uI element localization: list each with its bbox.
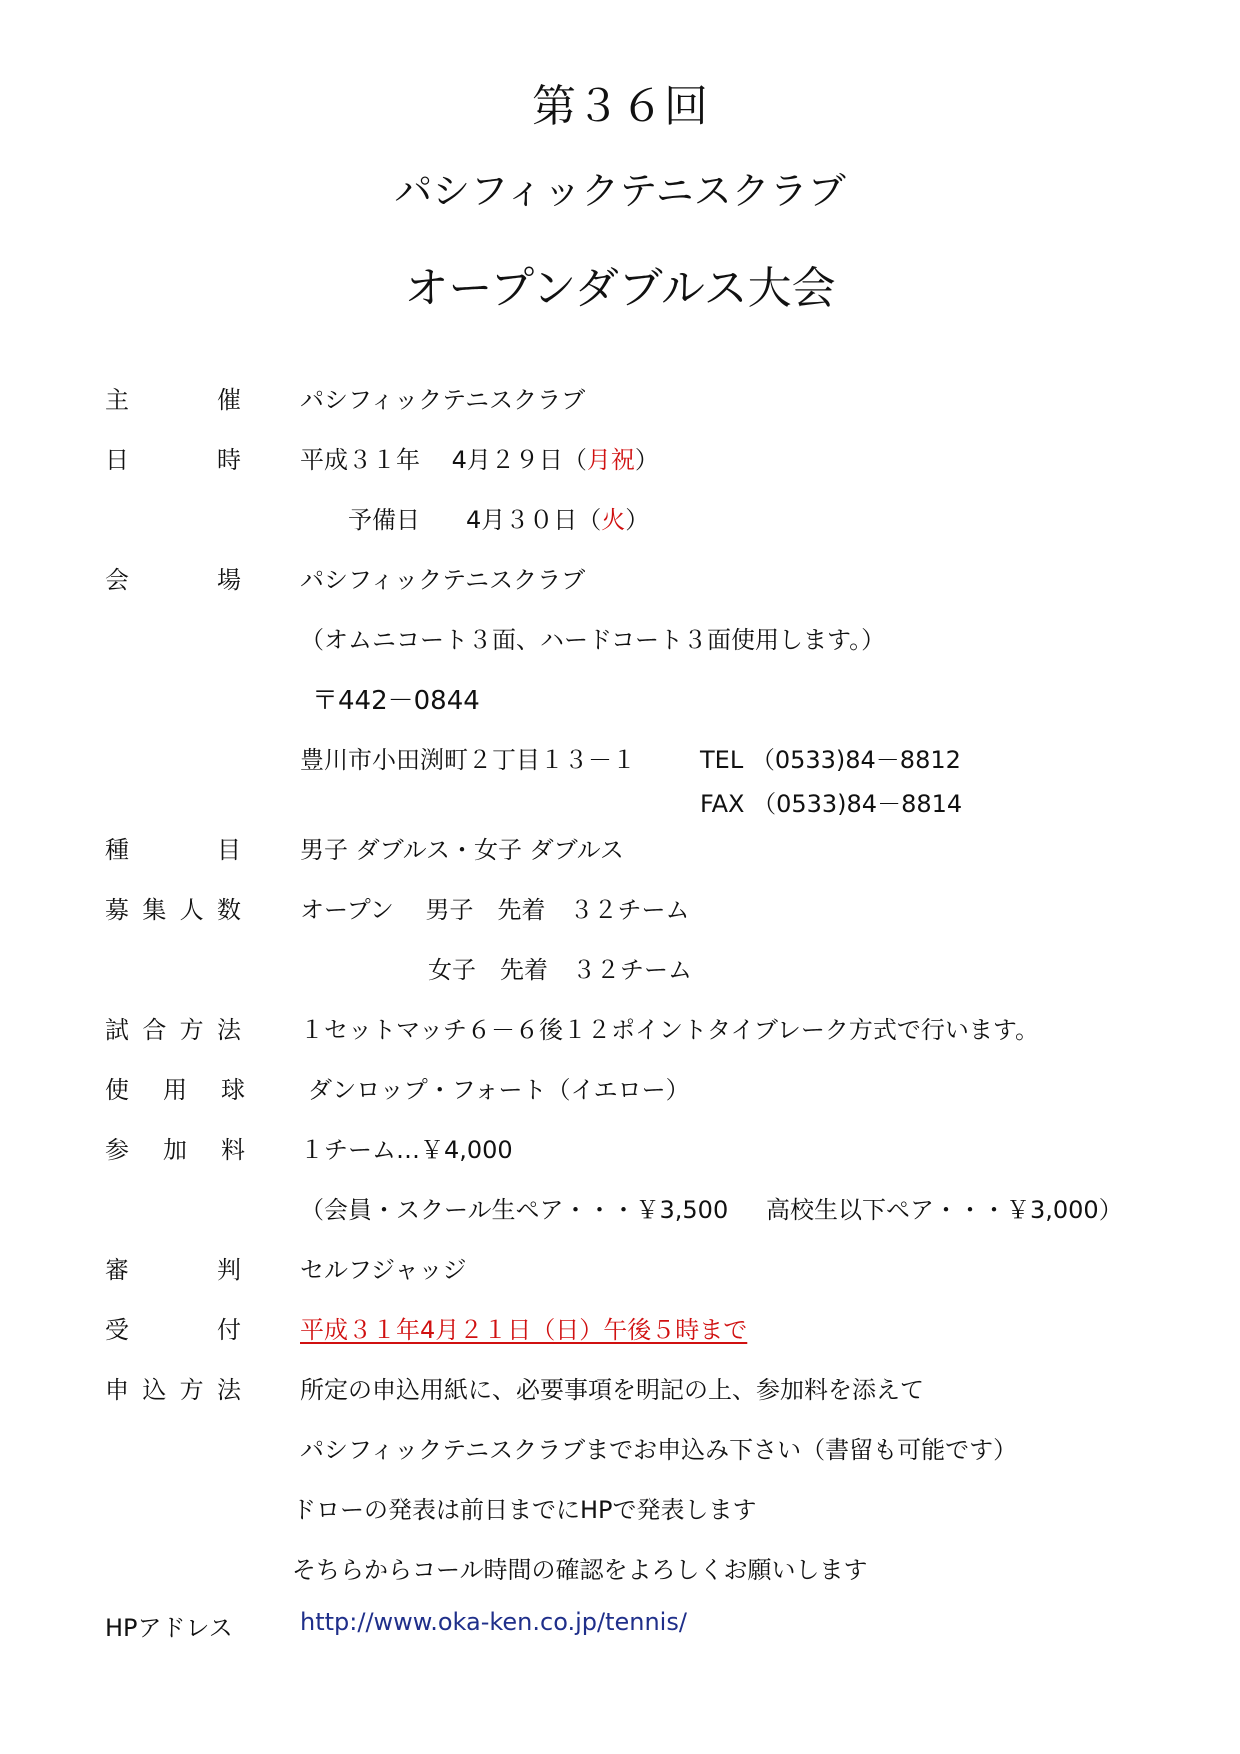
hp-url-link[interactable]: http://www.oka-ken.co.jp/tennis/ — [300, 1608, 687, 1636]
ball-label: 使 用 球 — [105, 1076, 245, 1104]
datetime-label: 日 時 — [105, 446, 241, 474]
fee-member-pair: （会員・スクール生ペア・・・￥3,500 — [300, 1196, 729, 1224]
venue-tel: TEL （0533)84－8812 — [700, 746, 961, 774]
apply-line-3: ドローの発表は前日までにHPで発表します — [292, 1496, 757, 1524]
venue-label: 会 場 — [105, 566, 241, 594]
event-day-of-week: 月祝 — [586, 446, 635, 474]
hp-label: HPアドレス — [105, 1614, 233, 1642]
recruit-women: 女子 先着 ３２チーム — [428, 956, 692, 984]
reserve-label: 予備日 — [348, 506, 420, 534]
category-value: 男子 ダブルス・女子 ダブルス — [300, 836, 624, 864]
organizer-label: 主 催 — [105, 386, 241, 414]
organizer-value: パシフィックテニスクラブ — [300, 386, 586, 414]
edition-title: 第３６回 — [532, 81, 708, 132]
ball-value: ダンロップ・フォート（イエロー） — [308, 1076, 690, 1104]
fee-label: 参 加 料 — [105, 1136, 245, 1164]
fee-value: １チーム…￥4,000 — [300, 1136, 513, 1164]
venue-name: パシフィックテニスクラブ — [300, 566, 586, 594]
apply-line-2: パシフィックテニスクラブまでお申込み下さい（書留も可能です） — [300, 1436, 1018, 1464]
recruit-label: 募 集 人 数 — [105, 896, 241, 924]
format-label: 試 合 方 法 — [105, 1016, 241, 1044]
event-title: オープンダブルス大会 — [404, 263, 836, 314]
reserve-date: 4月３０日（火） — [466, 506, 650, 534]
referee-value: セルフジャッジ — [300, 1256, 467, 1284]
reception-label: 受 付 — [105, 1316, 241, 1344]
reserve-day-of-week: 火 — [601, 506, 626, 534]
referee-label: 審 判 — [105, 1256, 241, 1284]
fee-student-pair: 高校生以下ペア・・・￥3,000） — [766, 1196, 1123, 1224]
venue-fax: FAX （0533)84－8814 — [700, 790, 963, 818]
venue-postal-code: 〒442－0844 — [312, 686, 480, 716]
format-value: １セットマッチ６－６後１２ポイントタイブレーク方式で行います。 — [300, 1016, 1039, 1044]
reception-deadline: 平成３１年4月２１日（日）午後５時まで — [300, 1316, 748, 1344]
event-date: 平成３１年 4月２９日（月祝） — [300, 446, 659, 474]
category-label: 種 目 — [105, 836, 241, 864]
venue-courts: （オムニコート３面、ハードコート３面使用します。） — [300, 626, 886, 654]
venue-address: 豊川市小田渕町２丁目１３－１ — [300, 746, 636, 774]
apply-line-1: 所定の申込用紙に、必要事項を明記の上、参加料を添えて — [300, 1376, 924, 1404]
club-name-heading: パシフィックテニスクラブ — [394, 169, 846, 213]
recruit-men: オープン 男子 先着 ３２チーム — [300, 896, 690, 924]
apply-label: 申 込 方 法 — [105, 1376, 241, 1404]
apply-line-4: そちらからコール時間の確認をよろしくお願いします — [292, 1556, 868, 1584]
